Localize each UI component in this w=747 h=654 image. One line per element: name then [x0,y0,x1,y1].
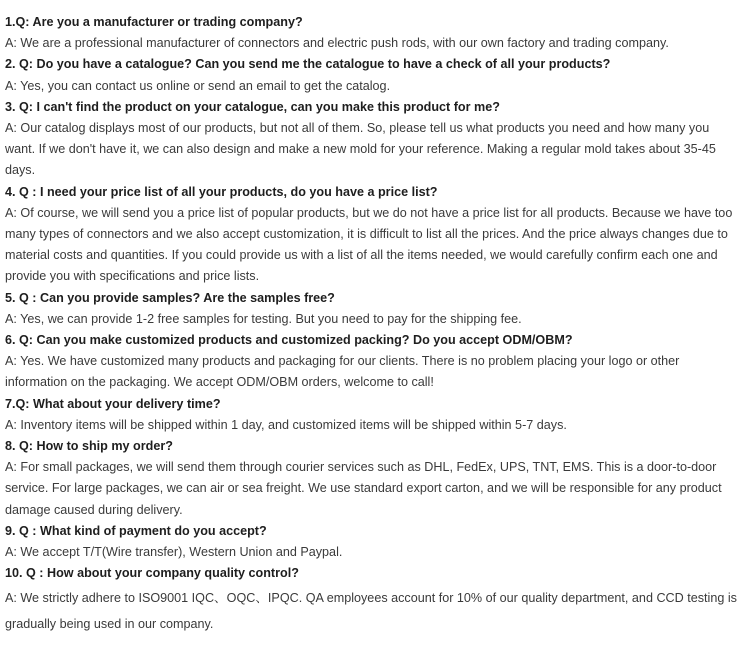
faq-question-6: 6. Q: Can you make customized products and customized packing? Do you accept ODM/OBM? [5,333,573,348]
faq-answer-1: A: We are a professional manufacturer of connectors and electric push rods, with our own factory and trading company. [5,36,669,51]
faq-answer-7: A: Inventory items will be shipped within 1 day, and customized items will be shipped within 5-7 days. [5,417,567,432]
faq-question-9: 9. Q : What kind of payment do you accept? [5,523,267,538]
faq-answer-2: A: Yes, you can contact us online or send an email to get the catalog. [5,78,391,93]
faq-question-5: 5. Q : Can you provide samples? Are the samples free? [5,290,335,305]
faq-answer-4: A: Of course, we will send you a price list of popular products, but we do not have a price list for all products. Because we have too many types of connectors and we also accept customization, it is difficult to list all the prices. And the price always changes due to material costs and quantities. If you could provide us with a list of all the items needed, we would carefully confirm each one and provide you with specifications and price lists. [5,205,733,284]
faq-question-1: 1.Q: Are you a manufacturer or trading company? [5,15,303,29]
faq-question-7: 7.Q: What about your delivery time? [5,396,221,411]
faq-answer-9: A: We accept T/T(Wire transfer), Western Union and Paypal. [5,545,343,560]
faq-question-3: 3. Q: I can't find the product on your catalogue, can you make this product for me? [5,99,500,114]
faq-answer-10: A: We strictly adhere to ISO9001 IQC、OQC、IPQC. QA employees account for 10% of our quality department, and CCD testing is gradually being used in our company. [5,591,737,632]
faq-answer-6: A: Yes. We have customized many products and packaging for our clients. There is no problem placing your logo or other information on the packaging. We accept ODM/OBM orders, welcome to call! [5,354,680,390]
faq-answer-8: A: For small packages, we will send them through courier services such as DHL, FedEx, UPS, TNT, EMS. This is a door-to-door service. For large packages, we can air or sea freight. We use standard export carton, and we will be responsible for any product damage caused during delivery. [5,460,722,517]
faq-answer-3: A: Our catalog displays most of our products, but not all of them. So, please tell us what products you need and how many you want. If we don't have it, we can also design and make a new mold for your reference. Making a regular mold takes about 35-45 days. [5,121,716,178]
faq-question-8: 8. Q: How to ship my order? [5,439,173,454]
faq-question-2: 2. Q: Do you have a catalogue? Can you send me the catalogue to have a check of all your products? [5,57,611,72]
faq-answer-5: A: Yes, we can provide 1-2 free samples for testing. But you need to pay for the shipping fee. [5,311,522,326]
faq-question-10: 10. Q : How about your company quality control? [5,566,299,581]
faq-question-4: 4. Q : I need your price list of all your products, do you have a price list? [5,184,438,199]
